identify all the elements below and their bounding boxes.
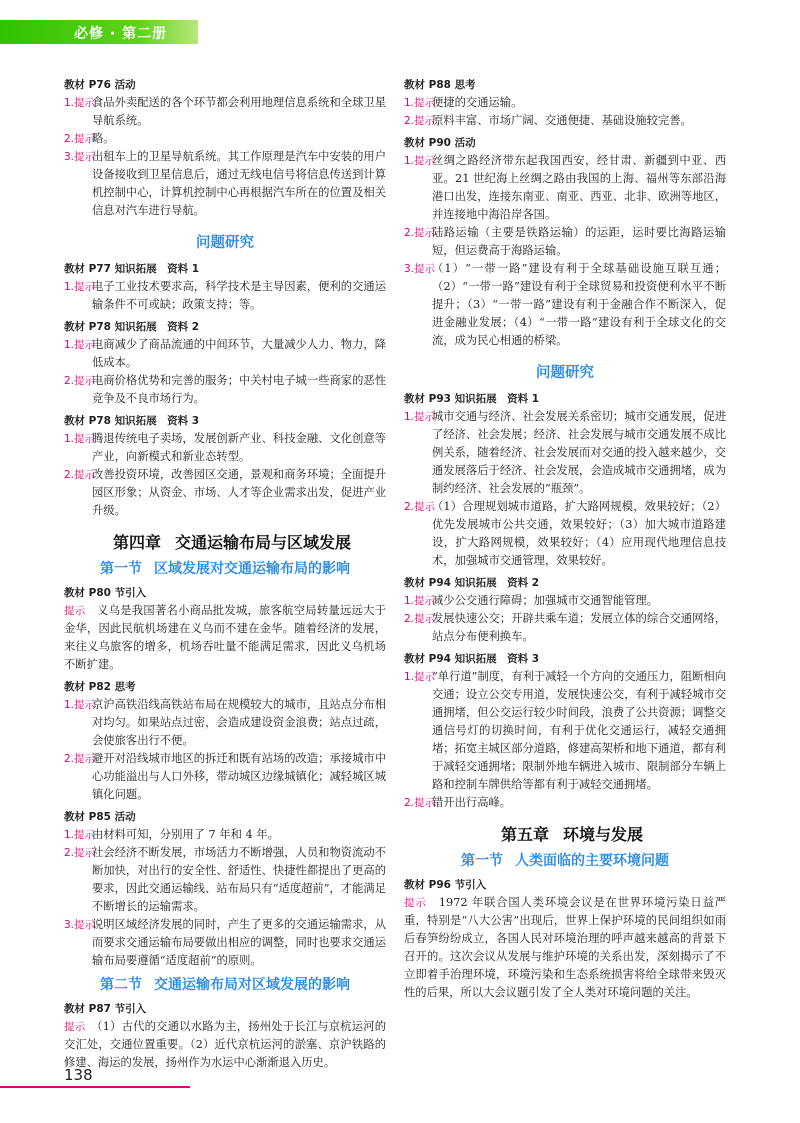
answer-item: 2.提示 （1）合理规划城市道路，扩大路网规模，效果较好；（2）优先发展城市公共交通，效果较好；（3）加大城市道路建设，扩大路网规模，效果较好；（4）应用现代地理信息技术，加强城市交通管理，效果较好。 (404, 500, 726, 567)
chapter-title: 第四章 交通运输布局与区域发展 (112, 533, 352, 552)
answer-item: 1.提示 电商减少了商品流通的中间环节，大量减少人力、物力，降低成本。 (64, 338, 386, 369)
answer-item: 1.提示 便捷的交通运输。 (404, 96, 523, 109)
answer-item: 2.提示 避开对沿线城市地区的拆迁和既有站场的改造；承接城市中心功能溢出与人口外移，带动城区边缘城镇化；减轻城区城镇化问题。 (64, 752, 386, 801)
page-number-underline (0, 1086, 190, 1088)
answer-paragraph: 提示 义乌是我国著名小商品批发城，旅客航空局转量远远大于金华，因此民航机场建在义乌而不建在金华。随着经济的发展，来往义乌旅客的增多，机场吞吐量不能满足需求，因此义乌机场不断扩建。 (64, 604, 386, 671)
source-heading: 教材 P82 思考 (64, 681, 136, 693)
header-banner-text: 必修 · 第二册 (74, 26, 168, 42)
answer-item: 1.提示 食品外卖配送的各个环节都会利用地理信息系统和全球卫星导航系统。 (64, 96, 386, 127)
chapter-title: 第五章 环境与发展 (500, 825, 644, 844)
answer-item: 1.提示 腾退传统电子卖场，发展创新产业、科技金融、文化创意等产业，向新模式和新业态转型。 (64, 432, 386, 463)
answer-item: 2.提示 发展快速公交；开辟共乘车道；发展立体的综合交通网络，站点分布便利换车。 (404, 612, 726, 643)
source-heading: 教材 P78 知识拓展 资料 2 (64, 321, 200, 333)
source-heading: 教材 P96 节引入 (404, 879, 487, 891)
source-heading: 教材 P76 活动 (64, 79, 136, 91)
source-heading: 教材 P80 节引入 (64, 587, 147, 599)
source-heading: 教材 P94 知识拓展 资料 3 (404, 653, 540, 665)
node-title: 第一节 区域发展对交通运输布局的影响 (100, 561, 350, 577)
source-heading: 教材 P85 活动 (64, 811, 136, 823)
answer-item: 1.提示 丝绸之路经济带东起我国西安，经甘肃、新疆到中亚、西亚。21 世纪海上丝绸之路由我国的上海、福州等东部沿海港口出发，连接东南亚、南亚、西亚、北非、欧洲等地区，并连接地中海沿岸各国。 (404, 154, 726, 221)
source-heading: 教材 P93 知识拓展 资料 1 (404, 393, 540, 405)
right-column (404, 72, 726, 1002)
left-column (64, 72, 386, 1072)
answer-item: 1.提示 减少公交通行障碍；加强城市交通智能管理。 (404, 594, 658, 607)
source-heading: 教材 P78 知识拓展 资料 3 (64, 415, 200, 427)
section-title: 问题研究 (536, 365, 594, 381)
source-heading: 教材 P90 活动 (404, 137, 476, 149)
source-heading: 教材 P77 知识拓展 资料 1 (64, 263, 200, 275)
answer-paragraph: 提示 1972 年联合国人类环境会议是在世界环境污染日益严重，特别是“八大公害”出现后，世界上保护环境的民间组织如雨后春笋纷纷成立，各国人民对环境治理的呼声越来越高的背景下召开的。这次会议从发展与维护环境的关系出发，深刻揭示了不立即着手治理环境，环境污染和生态系统损害将给全球带来毁灭性的后果，所以大会议题引发了全人类对环境问题的关注。 (404, 896, 727, 999)
answer-item: 2.提示 原料丰富、市场广阔、交通便捷、基础设施较完善。 (404, 114, 692, 127)
answer-item: 1.提示 京沪高铁沿线高铁站布局在规模较大的城市，且站点分布相对均匀。如果站点过密，会造成建设资金浪费；站点过疏，会使旅客出行不便。 (64, 698, 386, 747)
answer-paragraph: 提示 （1）古代的交通以水路为主，扬州处于长江与京杭运河的交汇处，交通位置重要。（2）近代京杭运河的淤塞、京沪铁路的修建、海运的发展，扬州作为水运中心渐渐退入历史。 (64, 1020, 387, 1069)
answer-item: 2.提示 社会经济不断发展，市场活力不断增强，人员和物资流动不断加快，对出行的安全性、舒适性、快捷性都提出了更高的要求，因此交通运输线、站布局只有“适度超前”，才能满足不断增长的运输需求。 (64, 846, 386, 913)
answer-item: 1.提示 城市交通与经济、社会发展关系密切；城市交通发展，促进了经济、社会发展；经济、社会发展与城市交通发展不成比例关系，随着经济、社会发展而对交通的投入越来越少，交通发展落后于经济、社会发展，会造成城市交通拥堵，成为制约经济、社会发展的“瓶颈”。 (404, 410, 726, 495)
source-heading: 教材 P88 思考 (404, 79, 476, 91)
answer-item: 1.提示 由材料可知，分别用了 7 年和 4 年。 (64, 828, 279, 841)
answer-item: 2.提示 改善投资环境，改善园区交通，景观和商务环境；全面提升园区形象；从资金、市场、人才等企业需求出发，促进产业升级。 (64, 468, 386, 517)
page-number: 138 (64, 1066, 93, 1084)
answer-item: 2.提示 电商价格优势和完善的服务；中关村电子城一些商家的恶性竞争及不良市场行为。 (64, 374, 386, 405)
answer-item: 1.提示 “单行道”制度，有利于减轻一个方向的交通压力，阻断相向交通；设立公交专用道，发展快速公交，有利于减轻城市交通拥堵，但公交运行较少时间段，浪费了公共资源；调整交通信号灯的切换时间，有利于优化交通运行，减轻交通拥堵；拓宽主城区部分道路，修建高架桥和地下通道，都有利于减轻交通拥堵；限制外地车辆进入城市、限制部分车辆上路和控制车牌供给等都有利于减轻交通拥堵。 (404, 670, 726, 791)
answer-item: 3.提示 说明区域经济发展的同时，产生了更多的交通运输需求，从而要求交通运输布局要做出相应的调整，同时也要求交通运输布局要遵循“适度超前”的原则。 (64, 918, 386, 967)
node-title: 第二节 交通运输布局对区域发展的影响 (100, 977, 350, 993)
answer-item: 2.提示 错开出行高峰。 (404, 796, 512, 809)
answer-item: 2.提示 略。 (64, 132, 115, 145)
node-title: 第一节 人类面临的主要环境问题 (461, 853, 669, 869)
answer-item: 1.提示 电子工业技术要求高，科学技术是主导因素，便利的交通运输条件不可或缺；政策支持；等。 (64, 280, 386, 311)
section-title: 问题研究 (196, 235, 254, 251)
source-heading: 教材 P94 知识拓展 资料 2 (404, 577, 540, 589)
answer-item: 3.提示 （1）“一带一路”建设有利于全球基础设施互联互通；（2）“一带一路”建设有利于全球贸易和投资便利水平不断提升；（3）“一带一路”建设有利于金融合作不断深入，促进金融业发展；（4）“一带一路”建设有利于全球文化的交流，成为民心相通的桥梁。 (404, 262, 726, 347)
source-heading: 教材 P87 节引入 (64, 1003, 147, 1015)
answer-item: 2.提示 陆路运输（主要是铁路运输）的运距，运时要比海路运输短，但运费高于海路运输。 (404, 226, 726, 257)
answer-item: 3.提示 出租车上的卫星导航系统。其工作原理是汽车中安装的用户设备接收到卫星信息后，通过无线电信号将信息传送到计算机控制中心，计算机控制中心再根据汽车所在的位置及相关信息对汽车进行导航。 (64, 150, 386, 217)
header-banner (0, 20, 198, 44)
